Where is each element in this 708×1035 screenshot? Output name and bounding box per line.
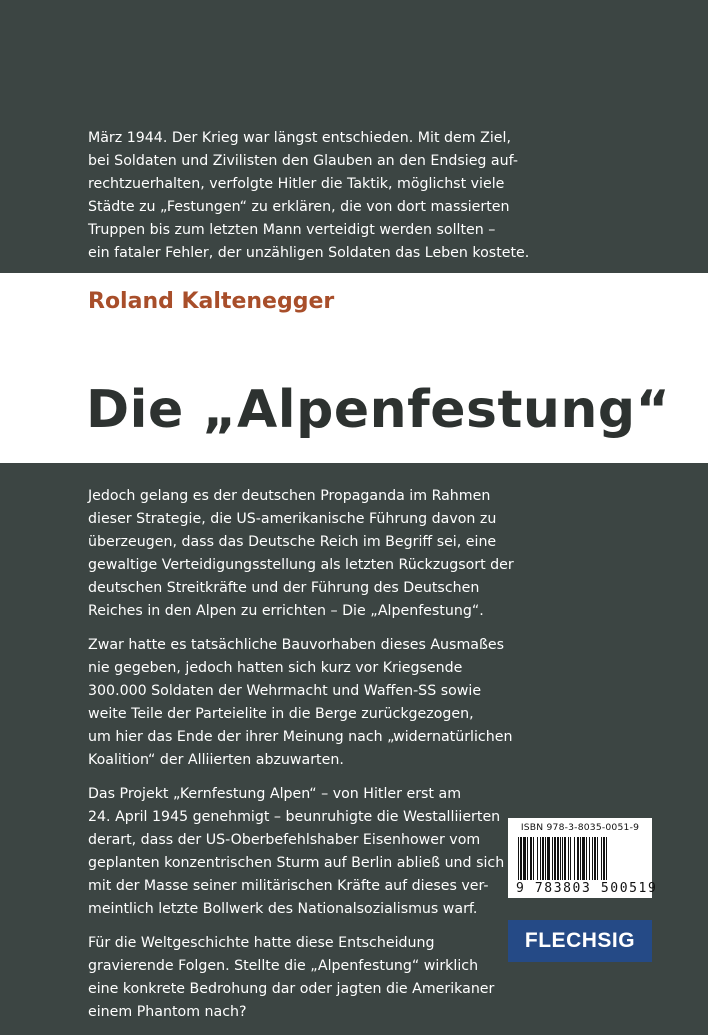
barcode-bar [557,837,559,880]
blurb-paragraph [88,932,495,1024]
barcode-bar [586,837,587,880]
author-name: Roland Kaltenegger [88,289,335,314]
blurb-line: Reiches in den Alpen zu errichten – Die „Alpenfestung“. [88,603,484,619]
blurb-line: deutschen Streitkräfte und der Führung des Deutschen [88,580,480,596]
blurb-text [88,485,514,1035]
blurb-line: mit der Masse seiner militärischen Kräfte auf dieses ver- [88,878,489,894]
blurb-line: geplanten konzentrischen Sturm auf Berlin abließ und sich [88,855,505,871]
barcode-bar [560,837,561,880]
blurb-line: Jedoch gelang es der deutschen Propaganda im Rahmen [88,488,491,504]
intro-line: März 1944. Der Krieg war längst entschieden. Mit dem Ziel, [88,130,511,146]
barcode-bar [537,837,538,880]
isbn-number: ISBN 978-3-8035-0051-9 [520,822,640,833]
barcode-bar [592,837,593,880]
barcode-bar [562,837,563,880]
blurb-line: nie gegeben, jedoch hatten sich kurz vor Kriegsende [88,660,463,676]
blurb-line: derart, dass der US-Oberbefehlshaber Eisenhower vom [88,832,481,848]
blurb-line: um hier das Ende der ihrer Meinung nach „widernatürlichen [88,729,513,745]
blurb-line: dieser Strategie, die US-amerikanische Führung davon zu [88,511,497,527]
blurb-line: eine konkrete Bedrohung dar oder jagten die Amerikaner [88,981,495,997]
barcode-bar [545,837,546,880]
barcode-bar [606,837,607,880]
barcode-bars [516,837,644,880]
barcode-bar [533,837,534,880]
blurb-line: Zwar hatte es tatsächliche Bauvorhaben dieses Ausmaßes [88,637,505,653]
blurb-line: Koalition“ der Alliierten abzuwarten. [88,752,344,768]
barcode-bar [594,837,596,880]
barcode-bar [568,837,569,880]
barcode-bar [582,837,585,880]
book-title: Die „Alpenfestung“ [86,380,671,440]
intro-text [88,127,628,265]
barcode-bar [601,837,602,880]
barcode-bar [518,837,519,880]
publisher-logo: FLECHSIG [508,920,652,962]
barcode-bar [523,837,526,880]
barcode-bar [527,837,528,880]
barcode-bar [540,837,541,880]
barcode-bar [603,837,605,880]
intro-line: bei Soldaten und Zivilisten den Glauben an den Endsieg auf- [88,153,518,169]
blurb-paragraph [88,783,505,921]
blurb-line: gewaltige Verteidigungsstellung als letzten Rückzugsort der [88,557,514,573]
barcode-bar [530,837,532,880]
blurb-line: Für die Weltgeschichte hatte diese Entscheidung [88,935,435,951]
intro-line: Städte zu „Festungen“ zu erklären, die von dort massierten [88,199,510,215]
barcode-bar [577,837,579,880]
blurb-line: Das Projekt „Kernfestung Alpen“ – von Hitler erst am [88,786,462,802]
blurb-line: überzeugen, dass das Deutsche Reich im Begriff sei, eine [88,534,497,550]
barcode-bar [597,837,598,880]
intro-line: Truppen bis zum letzten Mann verteidigt werden sollten – [88,222,496,238]
barcode-bar [554,837,556,880]
barcode-bar [589,837,590,880]
barcode-bar [542,837,544,880]
barcode-bar [580,837,581,880]
blurb-line: weite Teile der Parteielite in die Berge zurückgezogen, [88,706,474,722]
barcode-bar [564,837,566,880]
barcode-bar [552,837,553,880]
barcode-bar [520,837,522,880]
blurb-line: gravierende Folgen. Stellte die „Alpenfestung“ wirklich [88,958,479,974]
barcode-bar [547,837,550,880]
blurb-line: einem Phantom nach? [88,1004,247,1020]
intro-line: rechtzuerhalten, verfolgte Hitler die Taktik, möglichst viele [88,176,505,192]
barcode-digits: 9 783803 500519 [516,881,658,896]
blurb-line: 300.000 Soldaten der Wehrmacht und Waffen-SS sowie [88,683,482,699]
top-panel [0,0,708,273]
blurb-paragraph [88,485,514,623]
blurb-line: meintlich letzte Bollwerk des Nationalsozialismus warf. [88,901,478,917]
blurb-line: 24. April 1945 genehmigt – beunruhigte die Westalliierten [88,809,501,825]
blurb-paragraph [88,634,513,772]
intro-line: ein fataler Fehler, der unzähligen Soldaten das Leben kostete. [88,245,530,261]
barcode-bar [570,837,571,880]
barcode-bar [574,837,575,880]
isbn-barcode [508,818,658,898]
